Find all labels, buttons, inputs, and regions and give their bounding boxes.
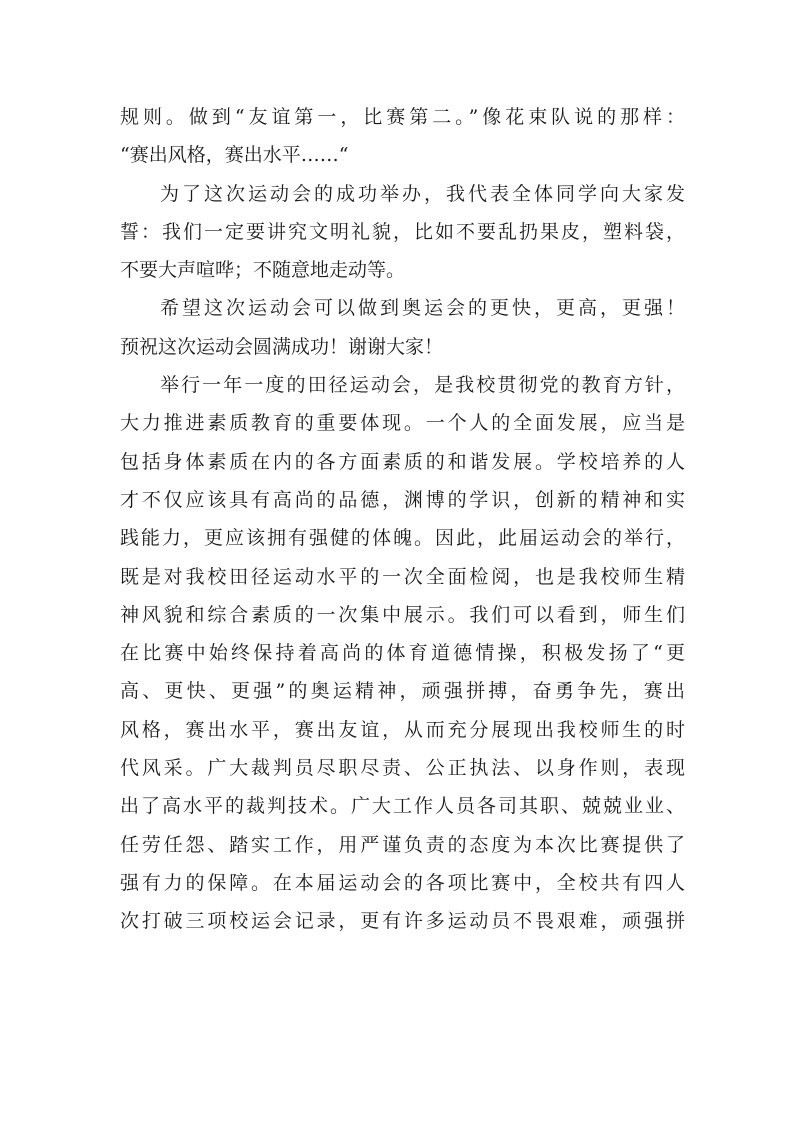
text-line: 在比赛中始终保持着高尚的体育道德情操，积极发扬了“更	[120, 642, 685, 665]
paragraph-first-line: 为了这次运动会的成功举办，我代表全体同学向大家发	[160, 182, 685, 205]
text-line: 既是对我校田径运动水平的一次全面检阅，也是我校师生精	[120, 565, 685, 588]
text-line: 强有力的保障。在本届运动会的各项比赛中，全校共有四人	[120, 871, 685, 894]
text-line: 才不仅应该具有高尚的品德，渊博的学识，创新的精神和实	[120, 488, 685, 511]
text-line: 预祝这次运动会圆满成功！谢谢大家！	[120, 335, 444, 358]
text-line: 任劳任怨、踏实工作，用严谨负责的态度为本次比赛提供了	[120, 833, 685, 856]
paragraph-first-line: 举行一年一度的田径运动会，是我校贯彻党的教育方针，	[160, 374, 685, 397]
text-line: 高、更快、更强”的奥运精神，顽强拼搏，奋勇争先，赛出	[120, 680, 685, 703]
text-line: 誓：我们一定要讲究文明礼貌，比如不要乱扔果皮，塑料袋，	[120, 220, 685, 243]
text-line: 代风采。广大裁判员尽职尽责、公正执法、以身作则，表现	[120, 757, 685, 780]
text-line: 践能力，更应该拥有强健的体魄。因此，此届运动会的举行，	[120, 527, 685, 550]
document-body	[120, 98, 685, 941]
text-line: 大力推进素质教育的重要体现。一个人的全面发展，应当是	[120, 412, 685, 435]
text-line: 神风貌和综合素质的一次集中展示。我们可以看到，师生们	[120, 603, 685, 626]
text-line: 次打破三项校运会记录，更有许多运动员不畏艰难，顽强拼	[120, 910, 685, 933]
paragraph-first-line: 希望这次运动会可以做到奥运会的更快，更高，更强！	[160, 297, 685, 320]
text-line: 不要大声喧哗；不随意地走动等。	[120, 259, 406, 282]
text-line: 包括身体素质在内的各方面素质的和谐发展。学校培养的人	[120, 450, 685, 473]
text-line: 规则。做到“友谊第一，比赛第二。”像花束队说的那样：	[120, 106, 685, 128]
text-line: 出了高水平的裁判技术。广大工作人员各司其职、兢兢业业、	[120, 795, 685, 818]
text-line: 风格，赛出水平，赛出友谊，从而充分展现出我校师生的时	[120, 718, 685, 741]
text-line: “赛出风格，赛出水平……“	[120, 144, 349, 167]
